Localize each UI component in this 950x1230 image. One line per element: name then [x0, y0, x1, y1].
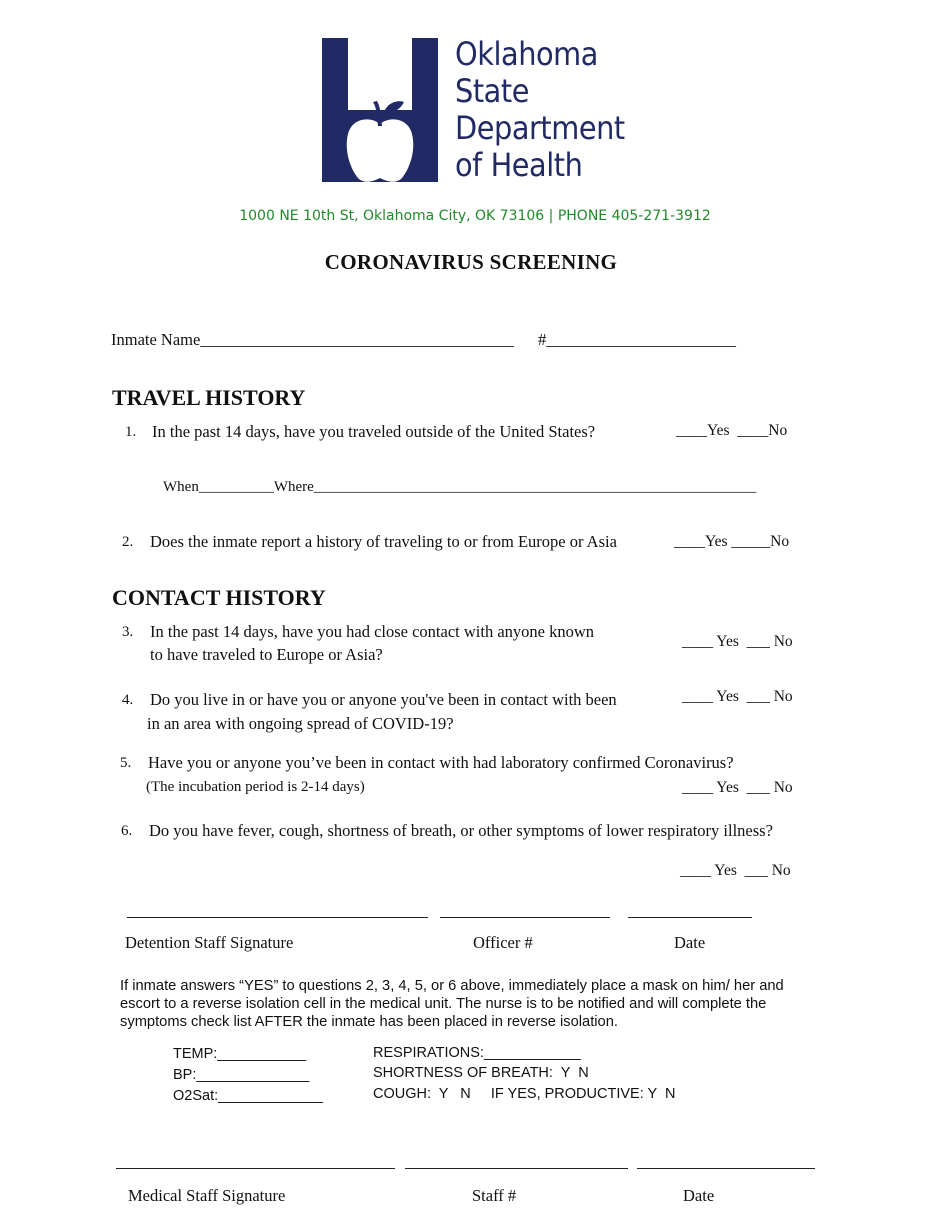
detention-signature-label: Detention Staff Signature — [125, 933, 294, 952]
question-2-answer[interactable]: ____Yes _____No — [674, 533, 790, 550]
question-6-text: Do you have fever, cough, shortness of breath, or other symptoms of lower respiratory illness? — [149, 821, 773, 840]
question-5-number: 5. — [120, 755, 132, 771]
detention-date-line[interactable] — [628, 917, 752, 918]
instructions-line-1: If inmate answers “YES” to questions 2, 3, 4, 5, or 6 above, immediately place a mask on him/ her and — [120, 978, 784, 994]
officer-number-label: Officer # — [473, 933, 533, 952]
question-4-line-1: Do you live in or have you or anyone you've been in contact with been — [150, 690, 617, 709]
question-3-line-1: In the past 14 days, have you had close contact with anyone known — [150, 622, 595, 641]
staff-number-label: Staff # — [472, 1186, 517, 1205]
inmate-name-field[interactable]: Inmate Name______________________________________ — [111, 330, 514, 349]
question-6-answer[interactable]: ____ Yes ___ No — [680, 862, 791, 879]
bp-field[interactable]: BP:______________ — [173, 1067, 310, 1083]
question-6-number: 6. — [121, 823, 133, 839]
medical-signature-label: Medical Staff Signature — [128, 1186, 286, 1205]
respirations-field[interactable]: RESPIRATIONS:____________ — [373, 1045, 581, 1061]
inmate-number-field[interactable]: #_______________________ — [538, 330, 736, 349]
question-1-text: In the past 14 days, have you traveled outside of the United States? — [152, 422, 596, 441]
question-5-line-1: Have you or anyone you’ve been in contact with had laboratory confirmed Coronavirus? — [148, 753, 734, 772]
page-title: CORONAVIRUS SCREENING — [324, 250, 618, 274]
detention-signature-line[interactable] — [127, 917, 428, 918]
o2sat-field[interactable]: O2Sat:_____________ — [173, 1088, 323, 1104]
logo-line-4: of Health — [455, 146, 583, 184]
temp-field[interactable]: TEMP:___________ — [173, 1046, 307, 1062]
medical-signature-line[interactable] — [116, 1168, 395, 1169]
travel-history-heading: TRAVEL HISTORY — [112, 385, 306, 410]
question-3-line-2: to have traveled to Europe or Asia? — [150, 645, 383, 664]
staff-number-line[interactable] — [405, 1168, 628, 1169]
officer-number-line[interactable] — [440, 917, 610, 918]
instructions-line-2: escort to a reverse isolation cell in the medical unit. The nurse is to be notified and will complete the — [120, 996, 767, 1012]
instructions-line-3: symptoms check list AFTER the inmate has been placed in reverse isolation. — [120, 1014, 618, 1030]
shortness-of-breath-field[interactable]: SHORTNESS OF BREATH: Y N — [373, 1065, 589, 1081]
question-5-answer[interactable]: ____ Yes ___ No — [682, 779, 793, 796]
health-h-apple-icon — [322, 38, 440, 184]
medical-date-label: Date — [683, 1186, 715, 1205]
question-3-answer[interactable]: ____ Yes ___ No — [682, 633, 793, 650]
question-5-note: (The incubation period is 2-14 days) — [146, 779, 365, 795]
detention-date-label: Date — [674, 933, 706, 952]
medical-date-line[interactable] — [637, 1168, 815, 1169]
question-2-number: 2. — [122, 534, 134, 550]
question-3-number: 3. — [122, 624, 134, 640]
question-4-line-2: in an area with ongoing spread of COVID-19? — [147, 714, 454, 733]
cough-field[interactable]: COUGH: Y N IF YES, PRODUCTIVE: Y N — [373, 1086, 676, 1102]
question-1-number: 1. — [125, 424, 137, 440]
question-1-answer[interactable]: ____Yes ____No — [676, 422, 788, 439]
question-4-answer[interactable]: ____ Yes ___ No — [682, 688, 793, 705]
logo-line-2: State — [455, 72, 529, 110]
contact-history-heading: CONTACT HISTORY — [112, 585, 326, 610]
logo-line-3: Department — [455, 109, 625, 147]
agency-address: 1000 NE 10th St, Oklahoma City, OK 73106 | PHONE 405-271-3912 — [239, 208, 711, 224]
logo-line-1: Oklahoma — [455, 35, 598, 73]
travel-when-where-field[interactable]: When__________Where___________________________________________________________ — [163, 479, 757, 495]
question-4-number: 4. — [122, 692, 134, 708]
agency-logo — [322, 35, 625, 184]
question-2-text: Does the inmate report a history of traveling to or from Europe or Asia — [150, 532, 617, 551]
